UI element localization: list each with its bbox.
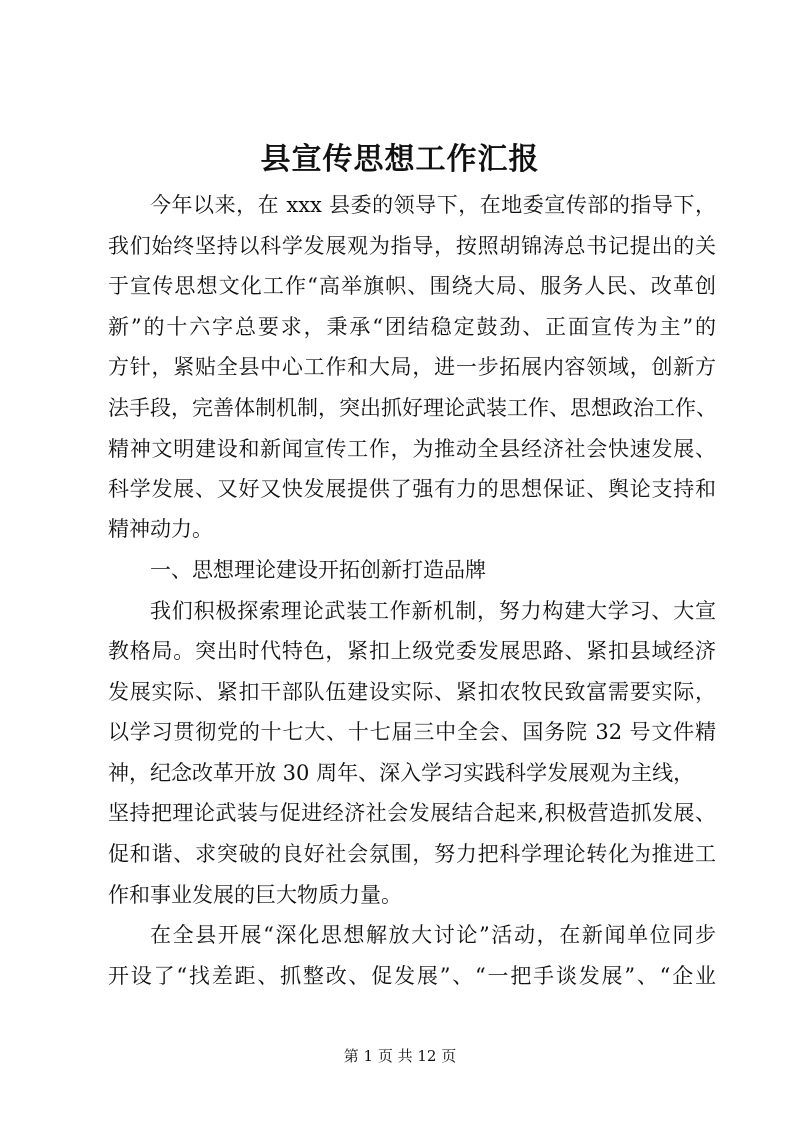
body-line: 科学发展、又好又快发展提供了强有力的思想保证、舆论支持和	[108, 477, 716, 501]
body-line: 精神文明建设和新闻宣传工作，为推动全县经济社会快速发展、	[108, 437, 716, 461]
body-line: 坚持把理论武装与促进经济社会发展结合起来,积极营造抓发展、	[108, 801, 716, 825]
document-title: 县宣传思想工作汇报	[260, 142, 540, 177]
body-line: 在全县开展“深化思想解放大讨论”活动，在新闻单位同步	[150, 923, 716, 947]
body-line: 教格局。突出时代特色，紧扣上级党委发展思路、紧扣县域经济	[108, 639, 716, 663]
body-line: 我们始终坚持以科学发展观为指导，按照胡锦涛总书记提出的关	[108, 234, 716, 258]
body-line: 新”的十六字总要求，秉承“团结稳定鼓劲、正面宣传为主”的	[108, 315, 716, 339]
body-line: 开设了“找差距、抓整改、促发展”、“一把手谈发展”、“企业	[108, 964, 716, 988]
body-line: 法手段，完善体制机制，突出抓好理论武装工作、思想政治工作、	[108, 396, 717, 420]
body-line: 于宣传思想文化工作“高举旗帜、围绕大局、服务人民、改革创	[108, 274, 716, 298]
body-line: 发展实际、紧扣干部队伍建设实际、紧扣农牧民致富需要实际，	[108, 680, 716, 704]
body-line: 方针，紧贴全县中心工作和大局，进一步拓展内容领域，创新方	[108, 355, 716, 379]
body-line: 神，纪念改革开放 30 周年、深入学习实践科学发展观为主线，	[108, 761, 695, 785]
body-line: 我们积极探索理论武装工作新机制，努力构建大学习、大宣	[150, 599, 716, 623]
page-number-footer: 第 1 页 共 12 页	[343, 1047, 457, 1065]
body-line: 促和谐、求突破的良好社会氛围，努力把科学理论转化为推进工	[108, 842, 716, 866]
body-line: 作和事业发展的巨大物质力量。	[108, 883, 402, 907]
body-line: 今年以来，在 xxx 县委的领导下，在地委宣传部的指导下，	[150, 193, 716, 217]
body-line: 精神动力。	[108, 517, 213, 541]
body-line: 以学习贯彻党的十七大、十七届三中全会、国务院 32 号文件精	[108, 720, 716, 744]
section-heading: 一、思想理论建设开拓创新打造品牌	[150, 558, 486, 582]
